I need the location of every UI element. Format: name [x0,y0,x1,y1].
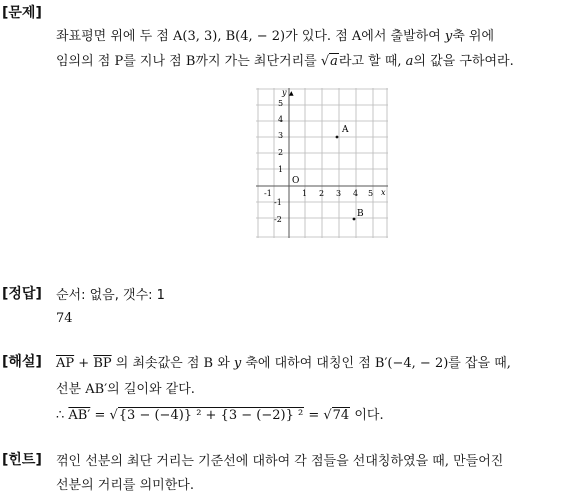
y-tick: 3 [278,131,284,140]
solution-line-1 [56,352,511,371]
answer-value: 74 [56,311,73,326]
point-b-label: B [357,209,364,219]
hint-line-1: 꺾인 선분의 최단 거리는 기준선에 대하여 각 점들을 선대칭하였을 때, 만들어진 [56,454,504,469]
solution-line-3-end: 이다. [350,408,384,423]
sqrt-74: 74 [332,408,350,423]
plus-sign: + [74,356,94,371]
hint-line-2: 선분의 거리를 의미한다. [56,478,194,493]
x-tick-labels [264,189,373,198]
y-tick: -1 [274,198,282,207]
y-tick: 1 [278,165,284,174]
x-axis-label: x [381,188,386,197]
sqrt-expression: {3 − (−4)} ² + {3 − (−2)} ² [118,408,304,423]
problem-line-2 [56,50,514,69]
problem-line-2-end: 라고 할 때, 𝑎의 값을 구하여라. [338,54,514,69]
x-tick: -1 [264,189,272,198]
y-tick: 5 [278,99,284,108]
therefore-sign: ∴ [56,408,69,423]
hint-label: [힌트] [2,452,42,468]
equals-sign: = [90,408,110,423]
sqrt-a: 𝑎 [330,54,338,69]
x-tick: 4 [353,189,359,198]
x-tick: 1 [302,189,308,198]
answer-line-1: 순서: 없음, 갯수: 1 [56,288,165,303]
origin-label: O [292,176,300,186]
y-tick: -2 [274,215,282,224]
segment-bp: $\overline{BP}$ [93,356,112,371]
answer-label: [정답] [2,286,42,302]
y-tick: 2 [278,148,284,157]
equals-sign: = [304,408,324,423]
y-tick-labels [274,99,283,224]
y-tick: 4 [278,115,284,124]
solution-line-3 [56,404,384,423]
point-a-label: A [342,125,349,135]
problem-line-2-start: 임의의 점 P를 지나 점 B까지 가는 최단거리를 [56,54,321,69]
solution-label: [해설] [2,354,42,370]
point-b [353,218,356,221]
coordinate-graph [256,88,388,238]
problem-label: [문제] [2,5,42,21]
sqrt-sign: √ [320,54,330,69]
segment-ap: $\overline{AP}$ [56,356,75,371]
solution-line-1-rest: 의 최솟값은 점 B 와 𝑦 축에 대하여 대칭인 점 B′(−4, − 2)를 잡을 때, [115,356,511,371]
sqrt-sign: √ [323,408,332,423]
x-tick: 2 [319,189,325,198]
problem-line-1: 좌표평면 위에 두 점 A(3, 3), B(4, − 2)가 있다. 점 A에서 출발하여 𝑦축 위에 [56,29,495,44]
y-axis-arrow: ▲ [289,90,294,97]
x-tick: 3 [336,189,342,198]
y-axis-label: y [282,88,287,97]
sqrt-sign: √ [109,408,118,423]
segment-ab-prime: AB′ [68,408,91,423]
point-a [336,136,339,139]
solution-line-2: 선분 AB′의 길이와 같다. [56,382,195,397]
x-tick: 5 [368,189,374,198]
